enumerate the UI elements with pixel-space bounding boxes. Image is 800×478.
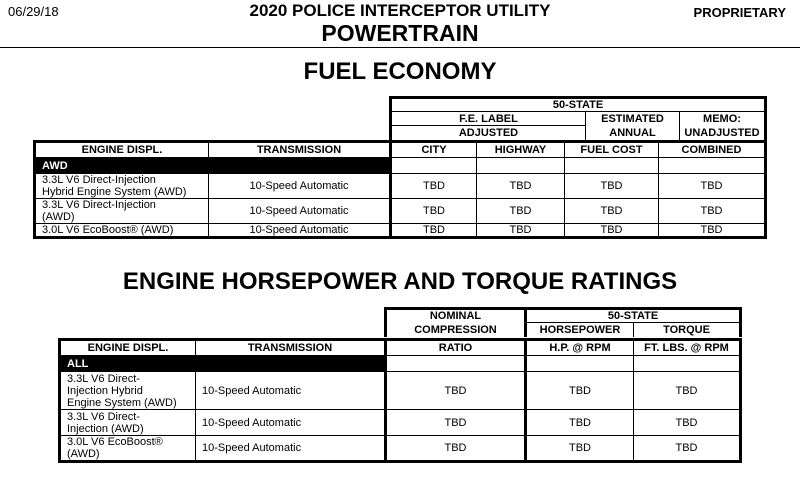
engine-line: 3.3L V6 Direct-Injection	[42, 174, 156, 186]
classification-label: PROPRIETARY	[693, 5, 786, 20]
fe-row-transmission: 10-Speed Automatic	[209, 224, 391, 238]
table-row	[60, 410, 741, 436]
table-row	[60, 372, 741, 410]
fe-row-city: TBD	[391, 174, 477, 199]
fe-section-label: AWD	[35, 158, 391, 174]
document-date: 06/29/18	[8, 4, 59, 19]
fuel-economy-title: FUEL ECONOMY	[303, 58, 497, 85]
hp-row-torque: TBD	[675, 384, 698, 397]
fe-column-header-row	[35, 142, 766, 158]
hp-col-hp-rpm: H.P. @ RPM	[526, 340, 634, 356]
fe-estimated-header: ESTIMATED	[585, 112, 679, 126]
hp-col-ratio: RATIO	[386, 340, 526, 356]
hp-row-transmission: 10-Speed Automatic	[196, 410, 386, 436]
fe-row-fuel-cost: TBD	[565, 174, 659, 199]
hp-group-header: 50-STATE	[526, 309, 741, 323]
fe-label-header: F.E. LABEL	[391, 112, 586, 126]
table-row	[35, 199, 766, 224]
hp-nominal-header: NOMINAL	[386, 309, 526, 323]
fe-row-city: TBD	[391, 199, 477, 224]
fe-row-transmission: 10-Speed Automatic	[209, 174, 391, 199]
hp-torque-upper-header	[384, 307, 742, 337]
hp-torque-table	[58, 338, 742, 463]
fe-col-engine: ENGINE DISPL.	[35, 142, 209, 158]
engine-line: (AWD)	[67, 448, 100, 460]
engine-line: Engine System (AWD)	[67, 396, 177, 409]
hp-row-torque: TBD	[675, 416, 698, 429]
fuel-economy-table	[33, 140, 767, 239]
hp-torque-title: ENGINE HORSEPOWER AND TORQUE RATINGS	[122, 268, 678, 295]
hp-row-transmission: 10-Speed Automatic	[196, 372, 386, 410]
table-row	[35, 224, 766, 238]
document-title: 2020 POLICE INTERCEPTOR UTILITY	[249, 1, 551, 20]
hp-row-hp: TBD	[526, 436, 634, 462]
fe-col-fuel-cost: FUEL COST	[565, 142, 659, 158]
hp-row-ratio: TBD	[386, 410, 526, 436]
fe-row-highway: TBD	[477, 224, 565, 238]
table-row	[60, 436, 741, 462]
fe-row-engine	[35, 174, 209, 199]
hp-row-engine	[60, 372, 196, 410]
engine-line: 3.3L V6 Direct-	[67, 372, 140, 385]
fuel-economy-upper-header	[389, 96, 767, 140]
hp-col-transmission: TRANSMISSION	[196, 340, 386, 356]
fe-col-transmission: TRANSMISSION	[209, 142, 391, 158]
hp-row-hp: TBD	[526, 410, 634, 436]
fe-row-engine	[35, 199, 209, 224]
fe-adjusted-header: ADJUSTED	[391, 126, 586, 140]
fe-row-fuel-cost: TBD	[565, 224, 659, 238]
hp-column-header-row	[60, 340, 741, 356]
hp-section-label: ALL	[60, 356, 386, 372]
engine-line: (AWD)	[42, 211, 75, 223]
table-row	[35, 174, 766, 199]
hp-compression-header: COMPRESSION	[386, 323, 526, 337]
hp-row-ratio: TBD	[386, 372, 526, 410]
fe-row-highway: TBD	[477, 174, 565, 199]
hp-row-engine	[60, 436, 196, 462]
hp-col-engine: ENGINE DISPL.	[60, 340, 196, 356]
fe-row-combined: TBD	[700, 224, 723, 236]
hp-torque-header: TORQUE	[663, 323, 710, 336]
fe-row-transmission: 10-Speed Automatic	[209, 199, 391, 224]
engine-line: Injection Hybrid	[67, 384, 143, 397]
fe-annual-header: ANNUAL	[585, 126, 679, 140]
hp-row-transmission: 10-Speed Automatic	[196, 436, 386, 462]
engine-line: 3.3L V6 Direct-	[67, 410, 140, 423]
fe-memo-header: MEMO:	[703, 112, 741, 125]
fe-col-city: CITY	[391, 142, 477, 158]
fe-section-row	[35, 158, 766, 174]
engine-line: 3.0L V6 EcoBoost®	[67, 436, 163, 448]
fe-col-highway: HIGHWAY	[477, 142, 565, 158]
fe-row-highway: TBD	[477, 199, 565, 224]
hp-row-torque: TBD	[675, 442, 698, 454]
fe-unadjusted-header: UNADJUSTED	[684, 126, 760, 139]
fe-row-city: TBD	[391, 224, 477, 238]
document-subtitle: POWERTRAIN	[321, 20, 479, 46]
engine-line: Injection (AWD)	[67, 422, 144, 435]
fe-row-fuel-cost: TBD	[565, 199, 659, 224]
hp-row-ratio: TBD	[386, 436, 526, 462]
engine-line: Hybrid Engine System (AWD)	[42, 186, 187, 198]
fe-row-engine: 3.0L V6 EcoBoost® (AWD)	[35, 224, 209, 238]
fe-row-combined: TBD	[700, 205, 723, 217]
hp-row-hp: TBD	[526, 372, 634, 410]
hp-row-engine	[60, 410, 196, 436]
hp-section-row	[60, 356, 741, 372]
fe-group-header: 50-STATE	[391, 98, 766, 112]
hp-col-ft-lbs: FT. LBS. @ RPM	[634, 340, 741, 356]
fe-row-combined: TBD	[700, 180, 723, 192]
fe-col-combined: COMBINED	[681, 144, 742, 156]
engine-line: 3.3L V6 Direct-Injection	[42, 199, 156, 211]
header-divider	[0, 47, 800, 48]
hp-horsepower-header: HORSEPOWER	[526, 323, 634, 337]
